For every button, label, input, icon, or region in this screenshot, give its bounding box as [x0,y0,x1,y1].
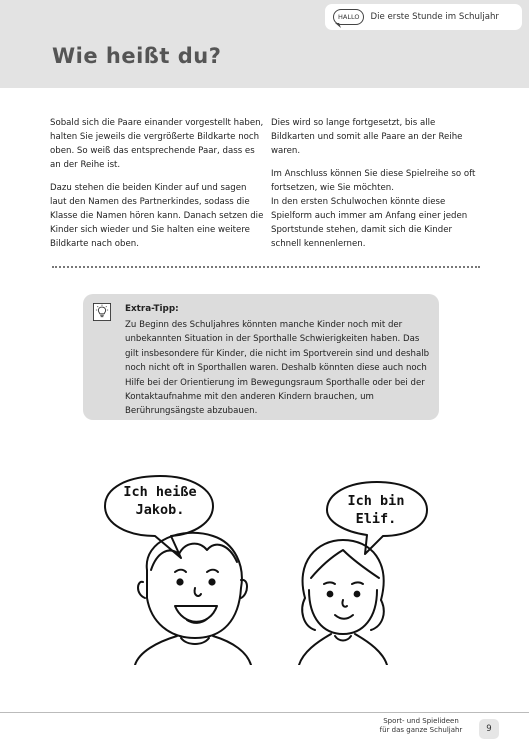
page-title: Wie heißt du? [52,44,222,68]
footer-book-line: für das ganze Schuljahr [379,726,463,734]
boy-speech-text: Ich heiße Jakob. [123,484,197,518]
boy-figure [135,533,251,665]
right-text-column [271,116,481,260]
dotted-divider [52,266,480,268]
girl-figure [299,540,387,665]
left-text-column [50,116,265,260]
extra-tip-box [83,294,439,420]
chapter-tab [325,4,522,30]
footer-book-title [372,717,470,735]
girl-speech-text: Ich bin Elif. [347,493,405,527]
tip-title: Extra-Tipp: [125,304,179,314]
footer-divider [0,712,529,713]
paragraph: Sobald sich die Paare einander vorgestellt haben, halten Sie jeweils die vergrößerte Bildkarte noch oben. So weiß das entsprechende Paar, dass es an der Reihe ist. [50,118,264,170]
chapter-label: Die erste Stunde im Schuljahr [370,12,499,22]
hallo-speech-bubble-icon: HALLO [333,9,364,25]
page-number: 9 [479,719,499,739]
paragraph: Im Anschluss können Sie diese Spielreihe so oft fortsetzen, wie Sie möchten. [271,169,476,193]
children-illustration [95,470,435,665]
paragraph: Dies wird so lange fortgesetzt, bis alle Bildkarten und somit alle Paare an der Reihe waren. [271,118,463,156]
paragraph: Dazu stehen die beiden Kinder auf und sagen laut den Namen des Partnerkindes, sodass die Klasse die Namen hören kann. Danach setzen die Kinder sich wieder und Sie halten eine weitere Bildkarte nach oben. [50,183,264,249]
tip-text: Zu Beginn des Schuljahres könnten manche Kinder noch mit der unbekannten Situation in der Sporthalle Schwierigkeiten haben. Das gilt insbesondere für Kinder, die nicht im Sportverein sind und deshalb noch nicht oft in Sporthallen waren. Deshalb könnten diese auch noch Hilfe bei der Orientierung im Bewegungsraum Sporthalle oder bei der Kontaktaufnahme mit den anderen Kindern brauchen, um Berührungsängste abzubauen. [125,320,430,417]
paragraph: In den ersten Schulwochen könnte diese Spielform auch immer am Anfang einer jeden Sportstunde stehen, damit sich die Kinder schnell kennenlernen. [271,197,468,249]
footer-book-line: Sport- und Spielideen [383,717,459,725]
lightbulb-icon [93,303,111,321]
